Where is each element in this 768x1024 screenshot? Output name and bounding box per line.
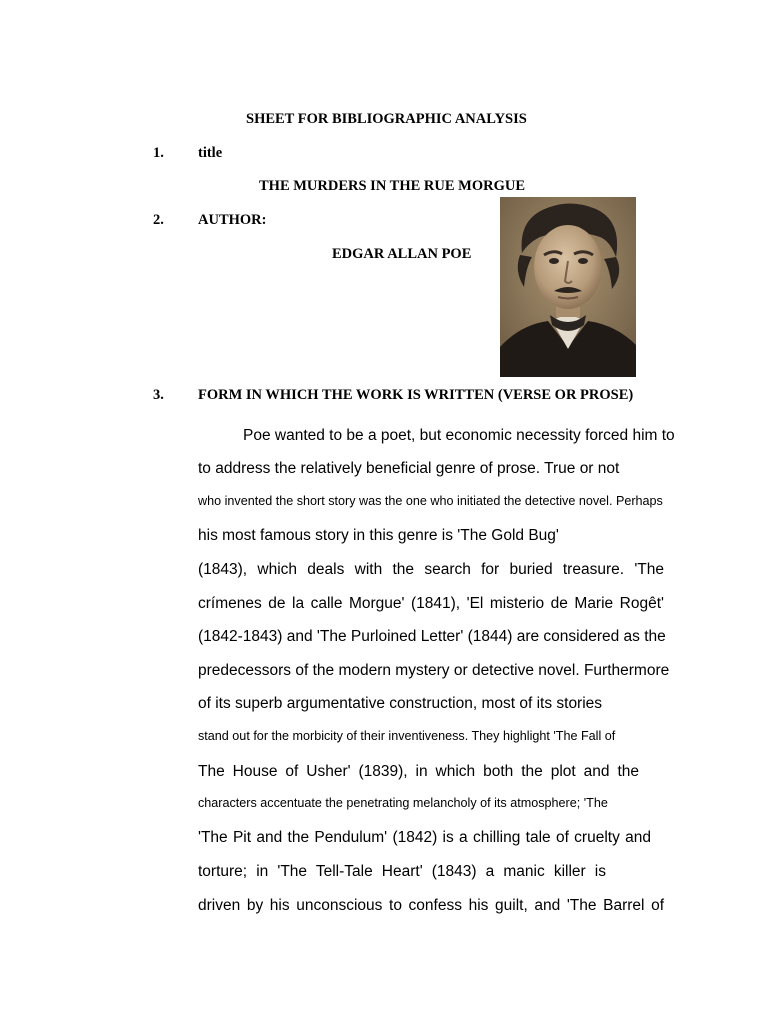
- author-portrait: [500, 197, 636, 377]
- portrait-image: [500, 197, 636, 377]
- body-line-2: to address the relatively beneficial genre of prose. True or not: [198, 460, 620, 477]
- body-line-4: his most famous story in this genre is 'The Gold Bug': [198, 527, 559, 544]
- section-2-number: 2.: [153, 212, 164, 228]
- body-line-7: (1842-1843) and 'The Purloined Letter' (1844) are considered as the: [198, 628, 666, 645]
- body-line-12: characters accentuate the penetrating melancholy of its atmosphere; 'The: [198, 796, 608, 810]
- body-line-11: The House of Usher' (1839), in which both the plot and the: [198, 763, 639, 780]
- body-line-1: Poe wanted to be a poet, but economic necessity forced him to: [243, 427, 675, 444]
- body-line-5: (1843), which deals with the search for buried treasure. 'The: [198, 561, 664, 578]
- work-title: THE MURDERS IN THE RUE MORGUE: [259, 178, 525, 194]
- section-3-label: FORM IN WHICH THE WORK IS WRITTEN (VERSE OR PROSE): [198, 387, 634, 403]
- body-line-3: who invented the short story was the one who initiated the detective novel. Perhaps: [198, 494, 663, 508]
- section-1-number: 1.: [153, 145, 164, 161]
- section-1-label: title: [198, 145, 223, 161]
- body-line-14: torture; in 'The Tell-Tale Heart' (1843) a manic killer is: [198, 863, 606, 880]
- body-line-6: crímenes de la calle Morgue' (1841), 'El misterio de Marie Rogêt': [198, 595, 664, 612]
- section-3-number: 3.: [153, 387, 164, 403]
- body-line-13: 'The Pit and the Pendulum' (1842) is a chilling tale of cruelty and: [198, 829, 651, 846]
- page-title: SHEET FOR BIBLIOGRAPHIC ANALYSIS: [246, 111, 527, 127]
- author-name: EDGAR ALLAN POE: [332, 246, 472, 262]
- body-line-8: predecessors of the modern mystery or detective novel. Furthermore: [198, 662, 670, 679]
- body-line-10: stand out for the morbicity of their inventiveness. They highlight 'The Fall of: [198, 729, 616, 743]
- section-2-label: AUTHOR:: [198, 212, 267, 228]
- body-line-15: driven by his unconscious to confess his guilt, and 'The Barrel of: [198, 897, 664, 914]
- body-line-9: of its superb argumentative construction, most of its stories: [198, 695, 603, 712]
